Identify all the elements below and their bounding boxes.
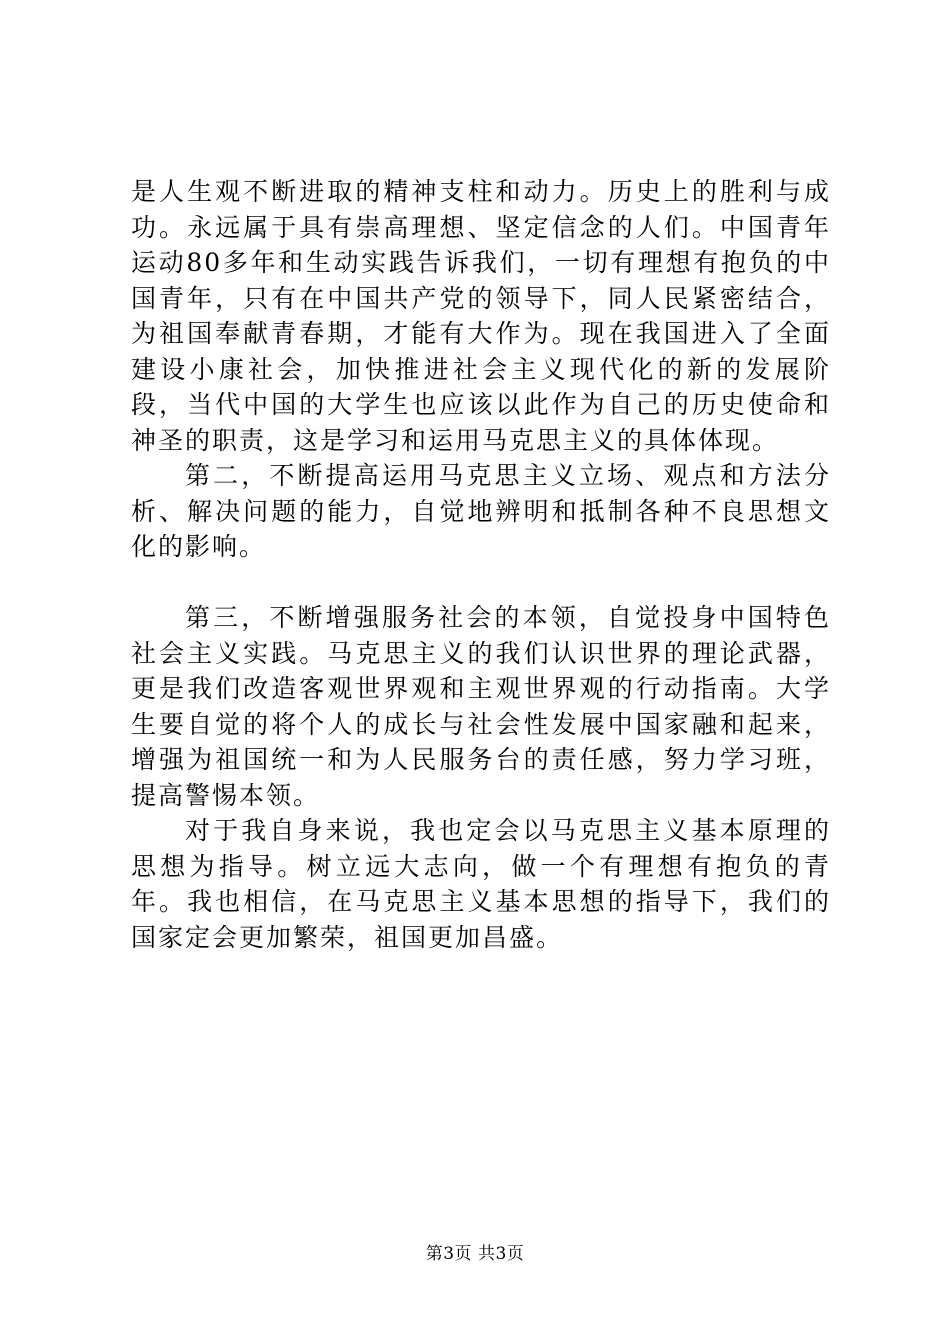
page-footer: [0, 1243, 950, 1265]
paragraph-continuation: 是人生观不断进取的精神支柱和动力。历史上的胜利与成功。永远属于具有崇高理想、坚定信念的人们。中国青年运动80多年和生动实践告诉我们，一切有理想有抱负的中国青年，只有在中国共产党的领导下，同人民紧密结合，为祖国奉献青春期，才能有大作为。现在我国进入了全面建设小康社会，加快推进社会主义现代化的新的发展阶段，当代中国的大学生也应该以此作为自己的历史使命和神圣的职责，这是学习和运用马克思主义的具体体现。: [131, 177, 831, 455]
paragraph-second-point: 第二，不断提高运用马克思主义立场、观点和方法分析、解决问题的能力，自觉地辨明和抵制各种不良思想文化的影响。: [131, 461, 831, 561]
page-number: 第3页 共3页: [425, 1244, 525, 1264]
document-body: [131, 174, 831, 955]
paragraph-conclusion: 对于我自身来说，我也定会以马克思主义基本原理的思想为指导。树立远大志向，做一个有理想有抱负的青年。我也相信，在马克思主义基本思想的指导下，我们的国家定会更加繁荣，祖国更加昌盛。: [131, 816, 831, 952]
paragraph-third-point: 第三，不断增强服务社会的本领，自觉投身中国特色社会主义实践。马克思主义的我们认识世界的理论武器，更是我们改造客观世界观和主观世界观的行动指南。大学生要自觉的将个人的成长与社会性发展中国家融和起来，增强为祖国统一和为人民服务台的责任感，努力学习班，提高警惕本领。: [131, 603, 831, 810]
